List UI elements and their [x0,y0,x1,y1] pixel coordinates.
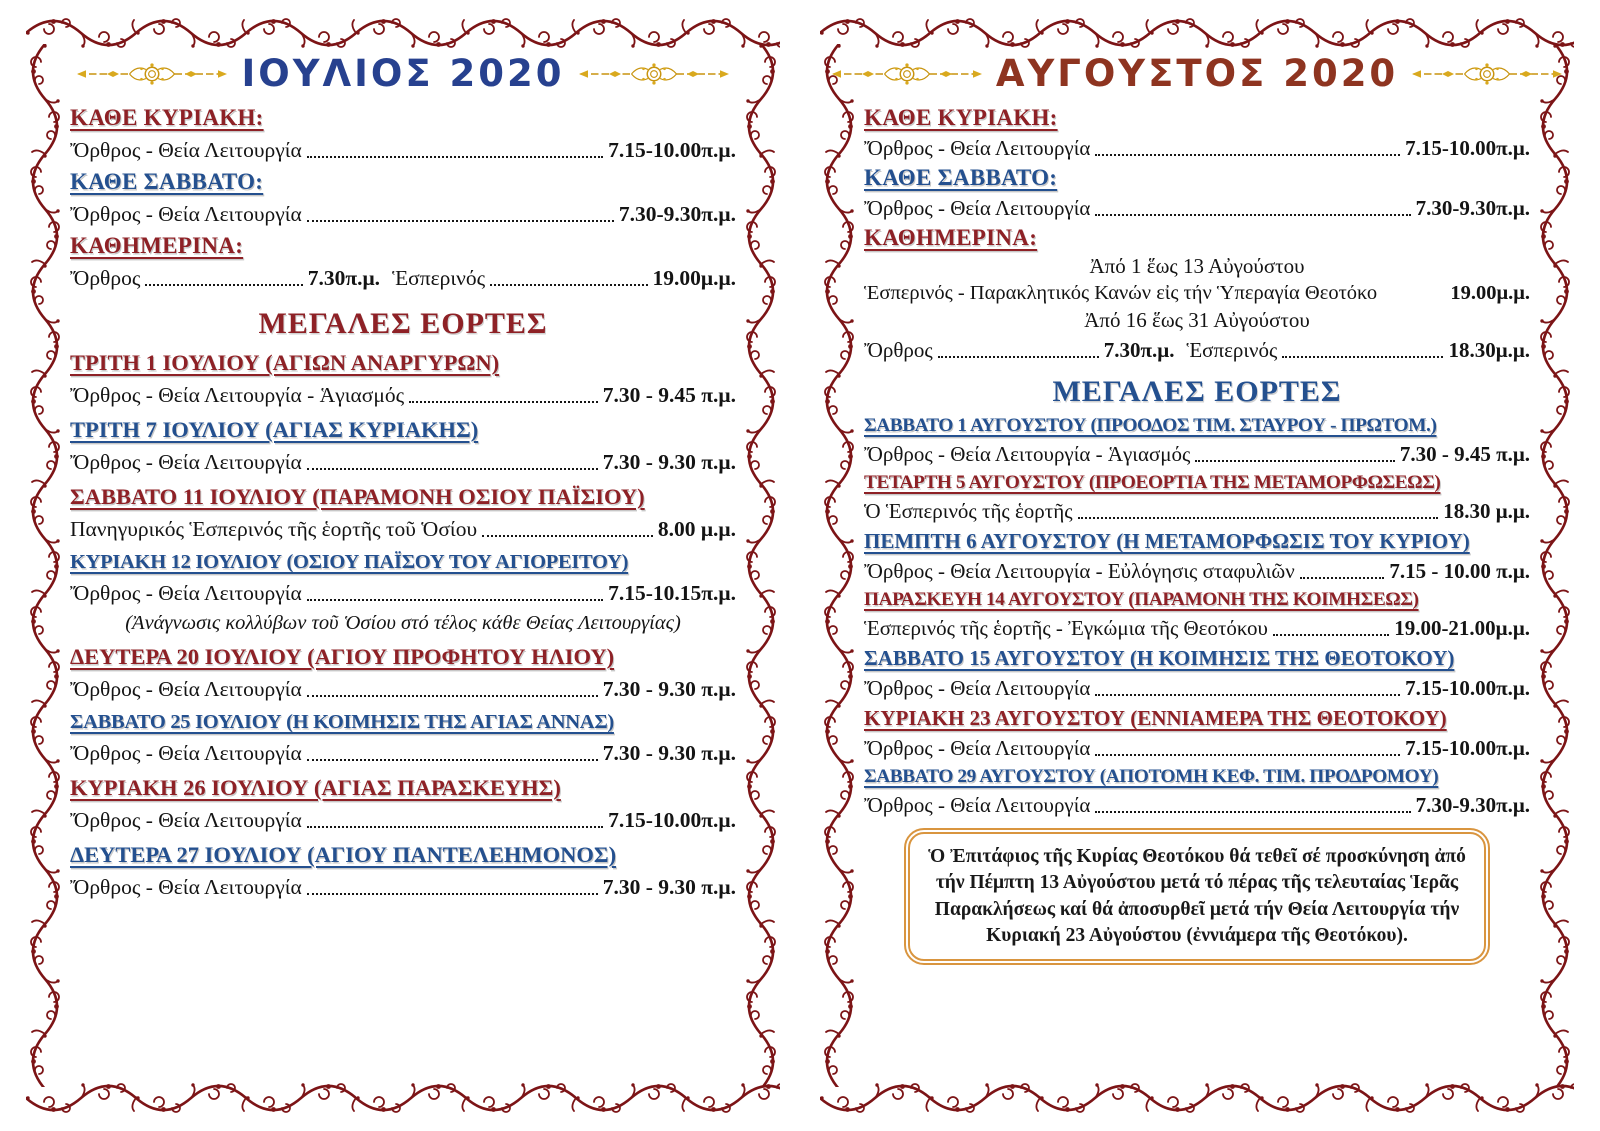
dot-leader [1095,694,1400,696]
feast-entry [70,842,736,900]
dot-leader [1095,214,1410,216]
feast-entry [70,350,736,408]
feast-title: ΚΥΡΙΑΚΗ 26 ΙΟΥΛΙΟΥ (ΑΓΙΑΣ ΠΑΡΑΣΚΕΥΗΣ) [70,775,561,800]
page-july [26,14,780,1117]
dot-leader [307,599,603,601]
service-label: Ὄρθρος - Θεία Λειτουργία [70,450,302,474]
feast-title: ΠΕΜΠΤΗ 6 ΑΥΓΟΥΣΤΟΥ (Η ΜΕΤΑΜΟΡΦΩΣΙΣ ΤΟΥ ΚΥΡΙΟΥ) [864,529,1470,553]
service-label: Ὄρθρος - Θεία Λειτουργία [70,875,302,899]
service-time: 19.00μ.μ. [1450,282,1530,304]
feast-title: ΣΑΒΒΑΤΟ 11 ΙΟΥΛΙΟΥ (ΠΑΡΑΜΟΝΗ ΟΣΙΟΥ ΠΑΪΣΙΟΥ) [70,484,645,509]
service-time: 19.00μ.μ. [652,266,737,290]
service-time: 7.15-10.00π.μ. [1405,736,1530,760]
scroll-border-bottom [26,1081,780,1115]
feast-title: ΣΑΒΒΑΤΟ 25 ΙΟΥΛΙΟΥ (Η ΚΟΙΜΗΣΙΣ ΤΗΣ ΑΓΙΑΣ ΑΝΝΑΣ) [70,711,614,733]
service-time: 7.15-10.00π.μ. [608,138,736,162]
feast-title: ΠΑΡΑΣΚΕΥΗ 14 ΑΥΓΟΥΣΤΟΥ (ΠΑΡΑΜΟΝΗ ΤΗΣ ΚΟΙΜΗΣΕΩΣ) [864,589,1419,610]
schedule-line [70,383,736,408]
dot-leader [1300,577,1385,579]
dot-leader [307,468,598,470]
weekly-heading: ΚΑΘΗΜΕΡΙΝΑ: [70,233,244,258]
dot-leader [307,826,603,828]
weekly-heading: ΚΑΘΕ ΣΑΒΒΑΤΟ: [864,165,1058,190]
dot-leader [1095,811,1410,813]
dot-leader [307,156,603,158]
feast-entry [864,472,1530,524]
month-title-row [864,52,1530,95]
dot-leader [1095,154,1400,156]
service-label: Ὁ Ἑσπερινός τῆς ἑορτῆς [864,499,1073,523]
month-title: ΑΥΓΟΥΣΤΟΣ 2020 [995,52,1399,95]
weekly-heading: ΚΑΘΗΜΕΡΙΝΑ: [864,225,1038,250]
gold-divider-icon [579,62,729,86]
scroll-border-left [822,44,856,1087]
feast-title: ΔΕΥΤΕΡΑ 27 ΙΟΥΛΙΟΥ (ΑΓΙΟΥ ΠΑΝΤΕΛΕΗΜΟΝΟΣ) [70,842,617,867]
dot-leader [307,695,598,697]
dot-leader [1195,460,1394,462]
feast-title: ΚΥΡΙΑΚΗ 12 ΙΟΥΛΙΟΥ (ΟΣΙΟΥ ΠΑΪΣΟΥ ΤΟΥ ΑΓΙΟΡΕΙΤΟΥ) [70,551,629,573]
service-label: Πανηγυρικός Ἑσπερινός τῆς ἑορτῆς τοῦ Ὁσίου [70,517,478,541]
service-time: 19.00-21.00μ.μ. [1394,616,1530,640]
dot-leader [490,284,647,286]
service-label: Ὄρθρος - Θεία Λειτουργία - Εὐλόγησις σταφυλιῶν [864,559,1295,583]
feast-entry [864,529,1530,584]
period-note: Ἀπό 16 ἕως 31 Αὐγούστου [1084,308,1310,332]
epitaphios-note-box: Ὁ Ἐπιτάφιος τῆς Κυρίας Θεοτόκου θά τεθεῖ σέ προσκύνηση ἀπό τήν Πέμπτη 13 Αὐγούστου μετά τό πέρας τῆς τελευταίας Ἱερᾶς Παρακλήσεως καί θά ἀποσυρθεῖ μετά τήν Θεία Λειτουργία τήν Κυριακή 23 Αὐγούστου (ἐννιάμερα τῆς Θεοτόκου). [904,828,1490,965]
scroll-border-right [1538,44,1572,1087]
service-time: 7.30 - 9.30 π.μ. [602,741,736,765]
period-note: Ἀπό 1 ἕως 13 Αὐγούστου [1089,254,1305,278]
schedule-line [70,138,736,163]
gold-divider-icon [832,62,982,86]
feast-entry [70,775,736,833]
gold-divider-icon [77,62,227,86]
service-label: Ὄρθρος [864,338,933,362]
service-label: Ἑσπερινός - Παρακλητικός Κανών εἰς τήν Ὑπεραγία Θεοτόκο [864,282,1378,304]
service-time: 7.15-10.00π.μ. [608,808,736,832]
service-label: Ὄρθρος - Θεία Λειτουργία [864,136,1091,160]
schedule-line [864,499,1530,524]
service-time: 7.30 - 9.30 π.μ. [602,677,736,701]
dot-leader [307,893,598,895]
service-label: Ὄρθρος [70,266,141,290]
service-time: 7.30-9.30π.μ. [618,202,736,226]
service-label: Ὄρθρος - Θεία Λειτουργία - Ἁγιασμός [70,383,405,407]
schedule-line-dual [864,338,1530,363]
feast-entry [864,766,1530,818]
schedule-line [70,517,736,542]
schedule-line [70,741,736,766]
schedule-line [864,676,1530,701]
dot-leader [482,535,653,537]
weekly-heading: ΚΑΘΕ ΚΥΡΙΑΚΗ: [70,105,264,130]
service-label: Ὄρθρος - Θεία Λειτουργία [70,581,302,605]
scroll-border-bottom [820,1081,1574,1115]
feast-title: ΚΥΡΙΑΚΗ 23 ΑΥΓΟΥΣΤΟΥ (ΕΝΝΙΑΜΕΡΑ ΤΗΣ ΘΕΟΤΟΚΟΥ) [864,706,1447,730]
service-label: Ὄρθρος - Θεία Λειτουργία [70,138,302,162]
schedule-line [70,581,736,606]
dot-leader [1273,634,1389,636]
page-july-content [70,52,736,1077]
service-label: Ὄρθρος - Θεία Λειτουργία [864,676,1091,700]
service-time: 7.15 - 10.00 π.μ. [1389,559,1530,583]
feast-entry [70,644,736,702]
service-label: Ὄρθρος - Θεία Λειτουργία [864,793,1091,817]
dot-leader [409,401,598,403]
weekly-heading: ΚΑΘΕ ΚΥΡΙΑΚΗ: [864,105,1058,130]
dot-leader [307,759,598,761]
schedule-line [864,442,1530,467]
service-time: 18.30μ.μ. [1448,338,1531,362]
service-time: 7.15-10.00π.μ. [1405,136,1530,160]
service-time: 7.30π.μ. [1103,338,1175,362]
feast-title: ΤΡΙΤΗ 1 ΙΟΥΛΙΟΥ (ΑΓΙΩΝ ΑΝΑΡΓΥΡΩΝ) [70,350,500,375]
schedule-line [864,559,1530,584]
month-title: ΙΟΥΛΙΟΣ 2020 [241,52,565,95]
schedule-line [864,196,1530,221]
service-time: 7.30-9.30π.μ. [1415,793,1530,817]
service-label: Ὄρθρος - Θεία Λειτουργία [864,736,1091,760]
feast-entry [70,711,736,766]
service-time: 7.30 - 9.30 π.μ. [602,875,736,899]
service-time: 7.30π.μ. [307,266,381,290]
dot-leader [307,220,614,222]
service-time: 7.30 - 9.45 π.μ. [602,383,736,407]
page-august-content [864,52,1530,1077]
scroll-border-right [744,44,778,1087]
feast-entry [864,589,1530,641]
feasts-section-title: ΜΕΓΑΛΕΣ ΕΟΡΤΕΣ [1052,375,1342,408]
feast-entry [70,484,736,542]
service-time: 7.15-10.00π.μ. [1405,676,1530,700]
service-label: Ἑσπερινός [1186,338,1278,362]
dot-leader [1282,356,1443,358]
schedule-line [70,450,736,475]
feast-title: ΤΕΤΑΡΤΗ 5 ΑΥΓΟΥΣΤΟΥ (ΠΡΟΕΟΡΤΙΑ ΤΗΣ ΜΕΤΑΜΟΡΦΩΣΕΩΣ) [864,472,1441,493]
feast-entry [864,415,1530,467]
service-label: Ὄρθρος - Θεία Λειτουργία [70,677,302,701]
schedule-line [864,616,1530,641]
service-time: 7.30-9.30π.μ. [1415,196,1530,220]
service-label: Ἑσπερινός [392,266,486,290]
dot-leader [1078,517,1439,519]
schedule-line [70,875,736,900]
feast-note: (Ἀνάγνωσις κολλύβων τοῦ Ὁσίου στό τέλος κάθε Θείας Λειτουργίας) [125,612,681,634]
scroll-border-top [26,16,780,50]
dot-leader [938,356,1099,358]
feast-title: ΣΑΒΒΑΤΟ 29 ΑΥΓΟΥΣΤΟΥ (ΑΠΟΤΟΜΗ ΚΕΦ. ΤΙΜ. ΠΡΟΔΡΟΜΟΥ) [864,766,1439,787]
schedule-line [70,202,736,227]
service-time: 7.15-10.15π.μ. [608,581,736,605]
schedule-line [864,736,1530,761]
service-label: Ὄρθρος - Θεία Λειτουργία [70,808,302,832]
service-label: Ἑσπερινός τῆς ἑορτῆς - Ἐγκώμια τῆς Θεοτόκου [864,616,1268,640]
feast-entry [70,417,736,475]
service-label: Ὄρθρος - Θεία Λειτουργία [70,202,302,226]
feast-title: ΣΑΒΒΑΤΟ 15 ΑΥΓΟΥΣΤΟΥ (Η ΚΟΙΜΗΣΙΣ ΤΗΣ ΘΕΟΤΟΚΟΥ) [864,646,1455,670]
feasts-section-title: ΜΕΓΑΛΕΣ ΕΟΡΤΕΣ [258,307,548,340]
scroll-border-left [28,44,62,1087]
feast-entry [864,646,1530,701]
schedule-line [70,677,736,702]
service-label: Ὄρθρος - Θεία Λειτουργία - Ἁγιασμός [864,442,1191,466]
dot-leader [145,284,302,286]
schedule-line [864,136,1530,161]
service-time: 7.30 - 9.45 π.μ. [1399,442,1530,466]
feast-title: ΣΑΒΒΑΤΟ 1 ΑΥΓΟΥΣΤΟΥ (ΠΡΟΟΔΟΣ ΤΙΜ. ΣΤΑΥΡΟΥ - ΠΡΩΤΟΜ.) [864,415,1437,436]
service-time: 18.30 μ.μ. [1443,499,1530,523]
month-title-row [70,52,736,95]
dot-leader [1095,754,1400,756]
feast-title: ΤΡΙΤΗ 7 ΙΟΥΛΙΟΥ (ΑΓΙΑΣ ΚΥΡΙΑΚΗΣ) [70,417,479,442]
service-label: Ὄρθρος - Θεία Λειτουργία [864,196,1091,220]
feast-title: ΔΕΥΤΕΡΑ 20 ΙΟΥΛΙΟΥ (ΑΓΙΟΥ ΠΡΟΦΗΤΟΥ ΗΛΙΟΥ) [70,644,615,669]
service-label: Ὄρθρος - Θεία Λειτουργία [70,741,302,765]
schedule-line [70,808,736,833]
scroll-border-top [820,16,1574,50]
schedule-line [864,282,1530,305]
page-august [820,14,1574,1117]
feast-entry [864,706,1530,761]
service-time: 8.00 μ.μ. [657,517,736,541]
service-time: 7.30 - 9.30 π.μ. [602,450,736,474]
schedule-line [864,793,1530,818]
weekly-heading: ΚΑΘΕ ΣΑΒΒΑΤΟ: [70,169,264,194]
schedule-line-dual [70,266,736,291]
gold-divider-icon [1412,62,1562,86]
feast-entry [70,551,736,635]
